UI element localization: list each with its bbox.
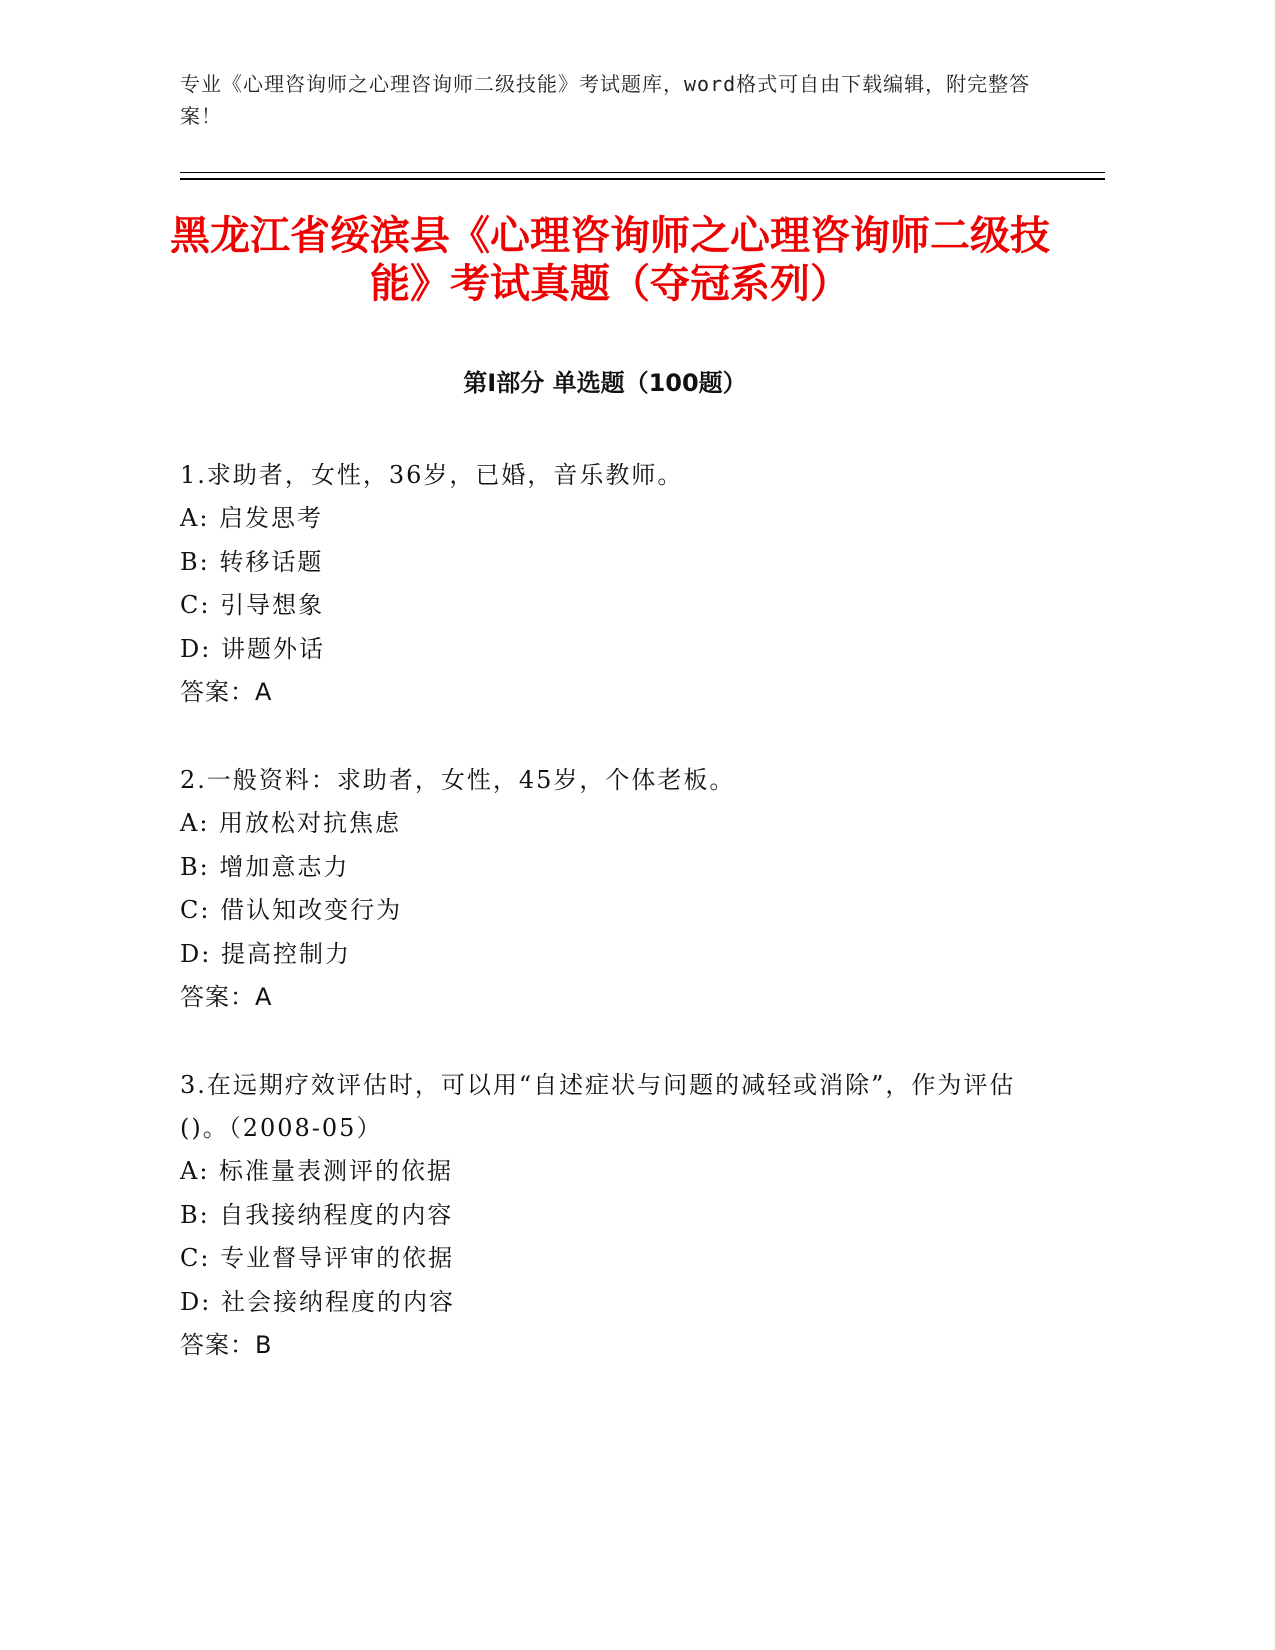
- question-stem: 2.一般资料：求助者，女性，45岁，个体老板。: [180, 766, 736, 794]
- document-title: 黑龙江省绥滨县《心理咨询师之心理咨询师二级技能》考试真题（夺冠系列）: [170, 213, 1050, 307]
- option-b: B: 增加意志力: [180, 852, 350, 881]
- answer: 答案：A: [180, 678, 273, 706]
- option-c: C: 借认知改变行为: [180, 896, 403, 924]
- option-b: B: 自我接纳程度的内容: [180, 1200, 454, 1229]
- option-d: D: 提高控制力: [180, 939, 351, 968]
- question-2: [180, 759, 1040, 1020]
- question-stem: 3.在远期疗效评估时，可以用“自述症状与问题的减轻或消除”，作为评估()。（2008-05）: [180, 1071, 1016, 1142]
- header-divider-thick: [180, 178, 1105, 180]
- option-b: B: 转移话题: [180, 547, 324, 576]
- section-title: 第Ⅰ部分 单选题（100题）: [463, 369, 747, 397]
- answer: 答案：B: [180, 1331, 273, 1359]
- option-a: A: 标准量表测评的依据: [180, 1157, 454, 1185]
- question-1: [180, 454, 1040, 715]
- question-stem: 1.求助者，女性，36岁，已婚，音乐教师。: [180, 461, 684, 489]
- header-divider-thin: [180, 172, 1105, 173]
- option-c: C: 引导想象: [180, 591, 325, 619]
- answer: 答案：A: [180, 983, 273, 1011]
- option-d: D: 讲题外话: [180, 634, 325, 663]
- option-d: D: 社会接纳程度的内容: [180, 1287, 455, 1316]
- option-a: A: 用放松对抗焦虑: [180, 809, 402, 837]
- option-a: A: 启发思考: [180, 504, 324, 532]
- option-c: C: 专业督导评审的依据: [180, 1244, 455, 1272]
- header-note: 专业《心理咨询师之心理咨询师二级技能》考试题库，word格式可自由下载编辑，附完整答案！: [180, 72, 1031, 128]
- question-3: [180, 1064, 1040, 1368]
